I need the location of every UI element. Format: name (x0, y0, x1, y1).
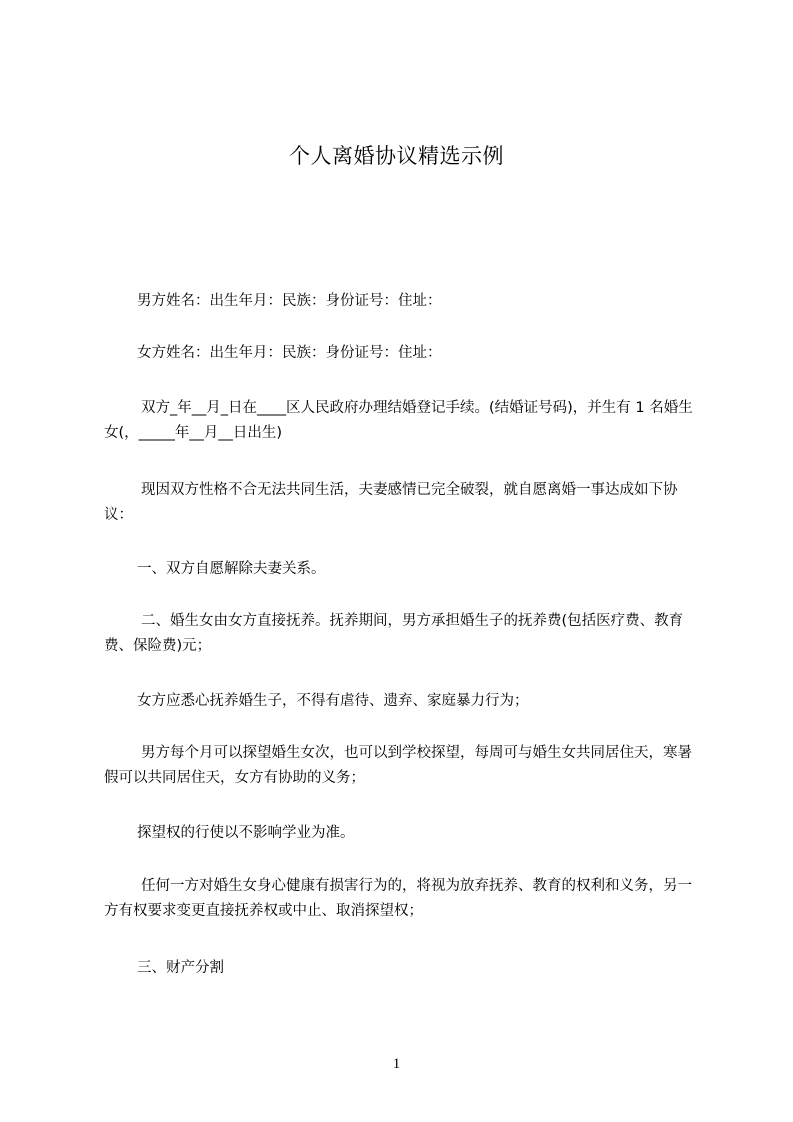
page-number: 1 (392, 1056, 401, 1072)
paragraph-harm-clause: 任何一方对婚生女身心健康有损害行为的，将视为放弃抚养、教育的权利和义务，另一方有权要求变更直接抚养权或中止、取消探望权； (104, 878, 692, 919)
paragraph-clause-1: 一、双方自愿解除夫妻关系。 (137, 561, 326, 577)
paragraph-visitation-limit: 探望权的行使以不影响学业为准。 (137, 825, 355, 841)
document-title: 个人离婚协议精选示例 (289, 144, 504, 168)
paragraph-reason: 现因双方性格不合无法共同生活，夫妻感情已完全破裂，就自愿离婚一事达成如下协议： (104, 482, 678, 523)
paragraph-clause-3: 三、财产分割 (137, 960, 224, 976)
paragraph-husband-info: 男方姓名：出生年月：民族：身份证号：住址： (137, 293, 442, 309)
paragraph-clause-2: 二、婚生女由女方直接抚养。抚养期间，男方承担婚生子的抚养费(包括医疗费、教育费、保险费)元； (104, 613, 684, 654)
paragraph-visitation: 男方每个月可以探望婚生女次，也可以到学校探望，每周可与婚生女共同居住天，寒暑假可以共同居住天，女方有协助的义务； (104, 745, 692, 786)
paragraph-custody-duty: 女方应悉心抚养婚生子，不得有虐待、遗弃、家庭暴力行为； (137, 693, 529, 709)
paragraph-marriage-registration: 双方_年__月_日在____区人民政府办理结婚登记手续。(结婚证号码)，并生有 1 名婚生女(，_____年__月__日出生) (104, 400, 693, 441)
paragraph-wife-info: 女方姓名：出生年月：民族：身份证号：住址： (137, 345, 442, 361)
